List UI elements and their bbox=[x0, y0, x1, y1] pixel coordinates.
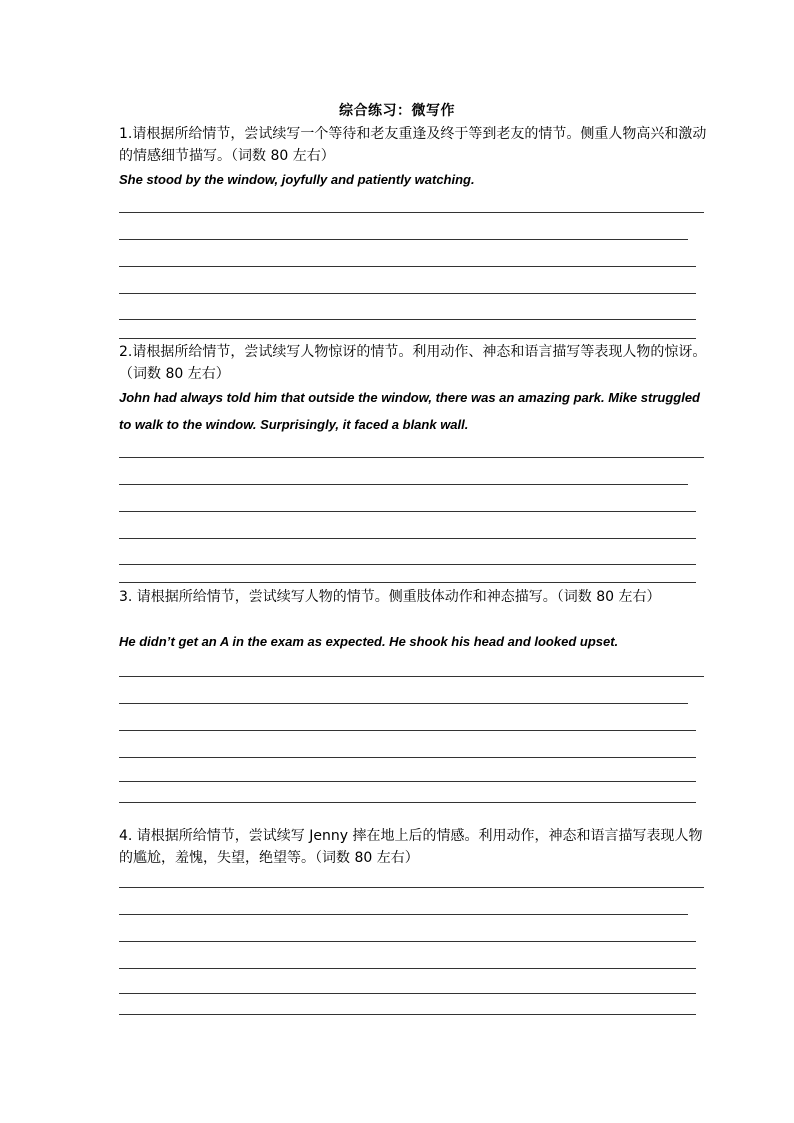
answer-line[interactable] bbox=[119, 703, 688, 704]
answer-line[interactable] bbox=[119, 484, 688, 485]
answer-line[interactable] bbox=[119, 993, 696, 994]
answer-line[interactable] bbox=[119, 582, 696, 583]
answer-line[interactable] bbox=[119, 730, 696, 731]
question-2-prompt: 2.请根据所给情节，尝试续写人物惊讶的情节。利用动作、神态和语言描写等表现人物的惊讶。（词数 80 左右） bbox=[119, 344, 707, 382]
question-1-prompt: 1.请根据所给情节，尝试续写一个等待和老友重逢及终于等到老友的情节。侧重人物高兴和激动的情感细节描写。（词数 80 左右） bbox=[119, 126, 707, 164]
answer-line[interactable] bbox=[119, 266, 696, 267]
question-3-example: He didn’t get an A in the exam as expected. He shook his head and looked upset. bbox=[119, 634, 619, 649]
answer-line[interactable] bbox=[119, 1014, 696, 1015]
answer-line[interactable] bbox=[119, 212, 704, 213]
question-1-example: She stood by the window, joyfully and patiently watching. bbox=[119, 172, 475, 187]
answer-line[interactable] bbox=[119, 802, 696, 803]
answer-line[interactable] bbox=[119, 538, 696, 539]
answer-line[interactable] bbox=[119, 319, 696, 320]
answer-line[interactable] bbox=[119, 914, 688, 915]
answer-line[interactable] bbox=[119, 564, 696, 565]
answer-line[interactable] bbox=[119, 968, 696, 969]
answer-line[interactable] bbox=[119, 887, 704, 888]
answer-line[interactable] bbox=[119, 338, 696, 339]
answer-line[interactable] bbox=[119, 781, 696, 782]
question-2-example: John had always told him that outside the window, there was an amazing park. Mike struggled to walk to the window. Surprisingly, it faced a blank wall. bbox=[119, 390, 701, 432]
answer-line[interactable] bbox=[119, 457, 704, 458]
question-3-prompt: 3. 请根据所给情节，尝试续写人物的情节。侧重肢体动作和神态描写。（词数 80 左右） bbox=[119, 589, 661, 605]
page-title: 综合练习：微写作 bbox=[339, 103, 455, 119]
answer-line[interactable] bbox=[119, 293, 696, 294]
answer-line[interactable] bbox=[119, 757, 696, 758]
answer-line[interactable] bbox=[119, 941, 696, 942]
question-4-prompt: 4. 请根据所给情节，尝试续写 Jenny 摔在地上后的情感。利用动作，神态和语言描写表现人物的尴尬，羞愧，失望，绝望等。（词数 80 左右） bbox=[119, 828, 703, 866]
answer-line[interactable] bbox=[119, 511, 696, 512]
answer-line[interactable] bbox=[119, 676, 704, 677]
answer-line[interactable] bbox=[119, 239, 688, 240]
